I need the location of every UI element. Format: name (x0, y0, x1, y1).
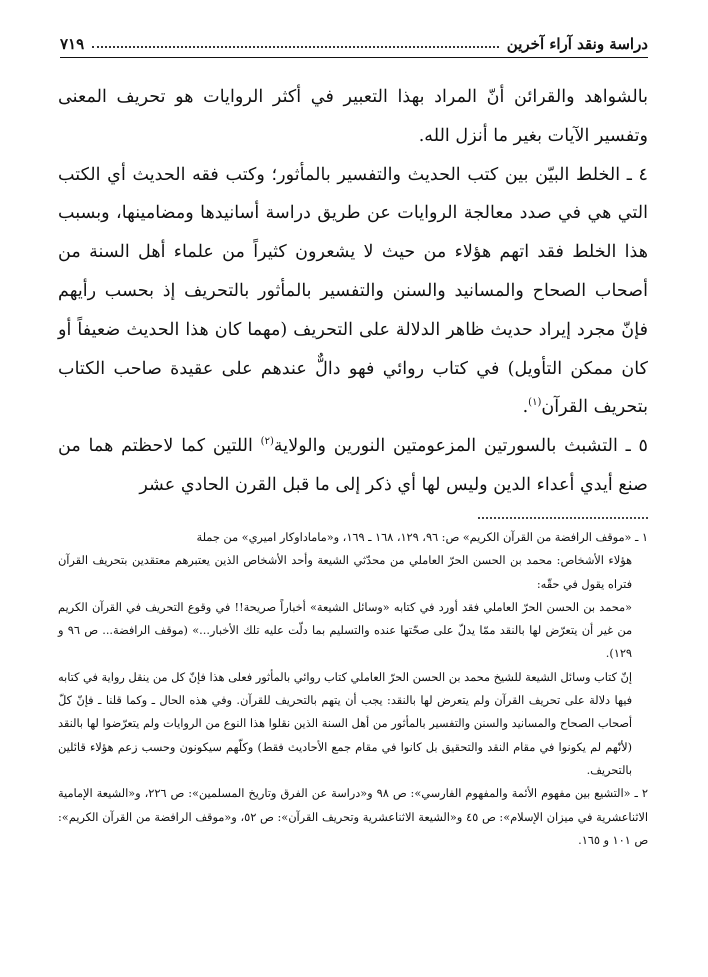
paragraph-point-5 (58, 427, 648, 505)
body-text (58, 78, 648, 505)
page-number: ٧١٩ (60, 35, 85, 53)
footnote-ref-1: (١) (528, 397, 542, 409)
point-4-text: ٤ ـ الخلط البيّن بين كتب الحديث والتفسير بالمأثور؛ وكتب فقه الحديث أي الكتب التي هي في صدد معالجة الروايات عن طريق دراسة أسانيدها ومضامينها، وبسبب هذا الخلط فقد اتهم هؤلاء من حيث لا يشعرون كثيراً من علماء أهل السنة من أصحاب الصحاح والمسانيد والسنن والتفسير بالمأثور بالتحريف إذ بحسب رأيهم فإنّ مجرد إيراد حديث ظاهر الدلالة على التحريف (مهما كان هذا الحديث ضعيفاً أو كان ممكن التأويل) في كتاب روائي فهو دالٌّ عندهم على عقيدة صاحب الكتاب بتحريف القرآن (58, 164, 648, 418)
point-5-text-b: اللتين كما لاحظتم هما من صنع أيدي أعداء الدين وليس لها أي ذكر إلى ما قبل القرن الحادي عشر (58, 436, 648, 495)
footnote-2: ٢ ـ «التشيع بين مفهوم الأئمة والمفهوم الفارسي»: ص ٩٨ و«دراسة عن الفرق وتاريخ المسلمين»: ص ٢٢٦، و«الشيعة الإمامية الاثناعشرية في ميزان الإسلام»: ص ٤٥ و«الشيعة الاثناعشرية وتحريف القرآن»: ص ٥٢، و«موقف الرافضة من القرآن الكريم»: ص ١٠١ و ١٦٥. (58, 787, 648, 847)
header-title: دراسة ونقد آراء آخرين (506, 35, 648, 53)
paragraph-point-4 (58, 156, 648, 428)
running-header (60, 30, 648, 58)
point-5-text-a: ٥ ـ التشبث بالسورتين المزعومتين النورين والولاية (273, 436, 648, 457)
footnotes (58, 526, 648, 852)
point-4-end: . (522, 397, 529, 418)
footnote-1-commentary: إنّ كتاب وسائل الشيعة للشيخ محمد بن الحسن الحرّ العاملي كتاب روائي بالمأثور فعلى هذا فإنّ كل من ينقل رواية في كتابه فيها دلالة على تحريف القرآن ولم يتعرض لها بالنقد: يجب أن يتهم بالتحريف للقرآن. وفي هذه الحال ـ وكما قلنا ـ فإنّ كلّ أصحاب الصحاح والمسانيد والسنن والتفسير بالمأثور من أهل السنة الذين نقلوا هذا النوع من الروايات ولم يتعرّضوا لها بالنقد (لأنّهم لم يكونوا في مقام النقد والتحقيق بل كانوا في مقام جمع الأحاديث فقط) وكلّهم سيكونون وحسب زعم هؤلاء قائلين بالتحريف. (58, 670, 632, 777)
header-dot-leader (92, 46, 499, 48)
footnote-ref-2: (٢) (260, 436, 274, 448)
footnote-1-quote: «محمد بن الحسن الحرّ العاملي فقد أورد في كتابه «وسائل الشيعة» أخباراً صريحة!! في وقوع التحريف في القرآن الكريم من غير أن يتعرّض لها بالنقد ممّا يدلّ على صحّتها عنده والتسليم بما دلّت عليه تلك الأخبار...» (موقف الرافضة... ص ٩٦ و ١٢٩). (58, 600, 633, 661)
paragraph-1: بالشواهد والقرائن أنّ المراد بهذا التعبير في أكثر الروايات هو تحريف المعنى وتفسير الآيات بغير ما أنزل الله. (58, 87, 648, 146)
footnote-separator (478, 517, 648, 519)
footnote-1-line-2: هؤلاء الأشخاص: محمد بن الحسن الحرّ العاملي من محدّثي الشيعة وأحد الأشخاص الذين يعتبرهم معتقدين بتحريف القرآن فتراه يقول في حقّه: (58, 554, 632, 591)
footnote-1-line-1: ١ ـ «موقف الرافضة من القرآن الكريم» ص: ٩٦، ١٢٩، ١٦٨ ـ ١٦٩، و«ماماداوكار اميري» من جملة (196, 531, 648, 544)
